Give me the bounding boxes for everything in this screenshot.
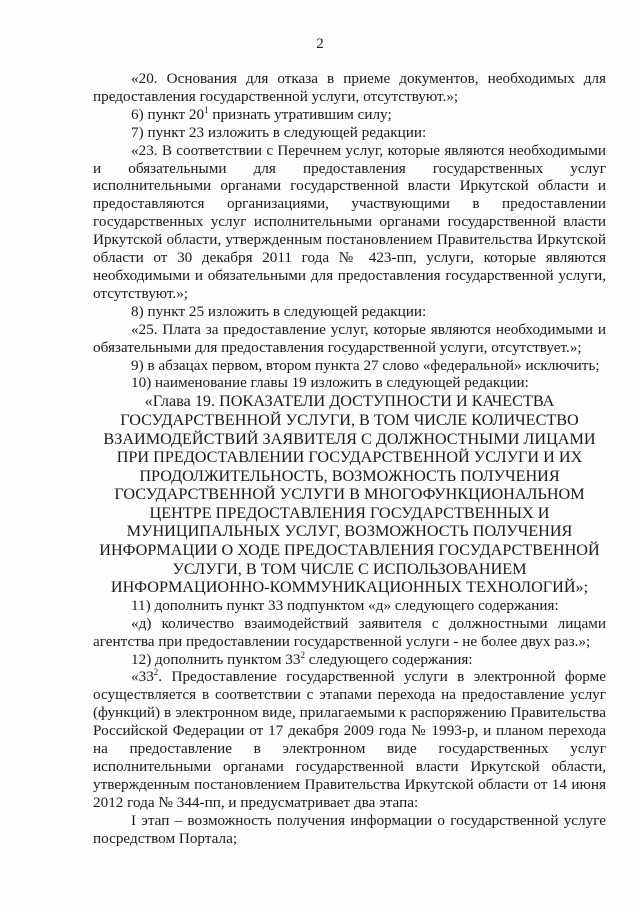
paragraph-subitem-d: «д) количество взаимодействий заявителя с должностными лицами агентства при предоставлении государственной услуги - не более двух раз.»; [93,614,606,650]
paragraph-20: «20. Основания для отказа в приеме документов, необходимых для предоставления государственной услуги, отсутствуют.»; [93,70,606,105]
paragraph-25: «25. Плата за предоставление услуг, которые являются необходимыми и обязательными для предоставления государственной услуги, отсутствует.»; [93,320,606,356]
paragraph-item-11: 11) дополнить пункт 33 подпунктом «д» следующего содержания: [131,596,559,614]
page-number: 2 [316,36,324,52]
paragraph-item-7: 7) пункт 23 изложить в следующей редакции: [131,123,427,141]
paragraph-item-8: 8) пункт 25 изложить в следующей редакции: [131,302,427,320]
paragraph-item-12: 12) дополнить пунктом $33^2$ следующего содержания: [131,649,473,668]
paragraph-item-6: 6) пункт $20^1$ признать утратившим силу; [131,104,392,123]
paragraph-item-9: 9) в абзацах первом, втором пункта 27 слово «федеральной» исключить; [131,356,600,374]
paragraph-23: «23. В соответствии с Перечнем услуг, которые являются необходимыми и обязательными для предоставления государственных услуг исполнительными органами государственной власти Иркутской области и предоставляются организациями, участвующими в предоставлении государственных услуг исполнительными органами государственной власти Иркутской области, утвержденным постановлением Правительства Иркутской области от 30 декабря 2011 года № 423-пп, услуги, которые являются необходимыми и обязательными для предоставления государственной услуги, отсутствуют.»; [93,141,606,302]
paragraph-item-10: 10) наименование главы 19 изложить в следующей редакции: [131,374,529,392]
chapter-title: «Глава 19. ПОКАЗАТЕЛИ ДОСТУПНОСТИ И КАЧЕСТВА ГОСУДАРСТВЕННОЙ УСЛУГИ, В ТОМ ЧИСЛЕ КОЛИЧЕСТВО ВЗАИМОДЕЙСТВИЙ ЗАЯВИТЕЛЯ С ДОЛЖНОСТНЫМИ ЛИЦАМИ ПРИ ПРЕДОСТАВЛЕНИИ ГОСУДАРСТВЕННОЙ УСЛУГИ И ИХ ПРОДОЛЖИТЕЛЬНОСТЬ, ВОЗМОЖНОСТЬ ПОЛУЧЕНИЯ ГОСУДАРСТВЕННОЙ УСЛУГИ В МНОГОФУНКЦИОНАЛЬНОМ ЦЕНТРЕ ПРЕДОСТАВЛЕНИЯ ГОСУДАРСТВЕННЫХ И МУНИЦИПАЛЬНЫХ УСЛУГ, ВОЗМОЖНОСТЬ ПОЛУЧЕНИЯ ИНФОРМАЦИИ О ХОДЕ ПРЕДОСТАВЛЕНИЯ ГОСУДАРСТВЕННОЙ УСЛУГИ, В ТОМ ЧИСЛЕ С ИСПОЛЬЗОВАНИЕМ ИНФОРМАЦИОННО-КОММУНИКАЦИОННЫХ ТЕХНОЛОГИЙ»; [99,392,600,597]
paragraph-33-2: «$33^2$. Предоставление государственной услуги в электронной форме осуществляется в соответствии с этапами перехода на предоставление услуг (функций) в электронном виде, прилагаемыми к распоряжению Правительства Российской Федерации от 17 декабря 2009 года № 1993-р, и планом перехода на предоставление в электронном виде государственных услуг исполнительными органами государственной власти Иркутской области, утвержденным постановлением Правительства Иркутской области от 14 июня 2012 года № 344-пп, и предусматривает два этапа: [93,667,606,811]
paragraph-stage-1: I этап – возможность получения информации о государственной услуге посредством Портала; [93,811,606,847]
document-body [93,70,606,848]
